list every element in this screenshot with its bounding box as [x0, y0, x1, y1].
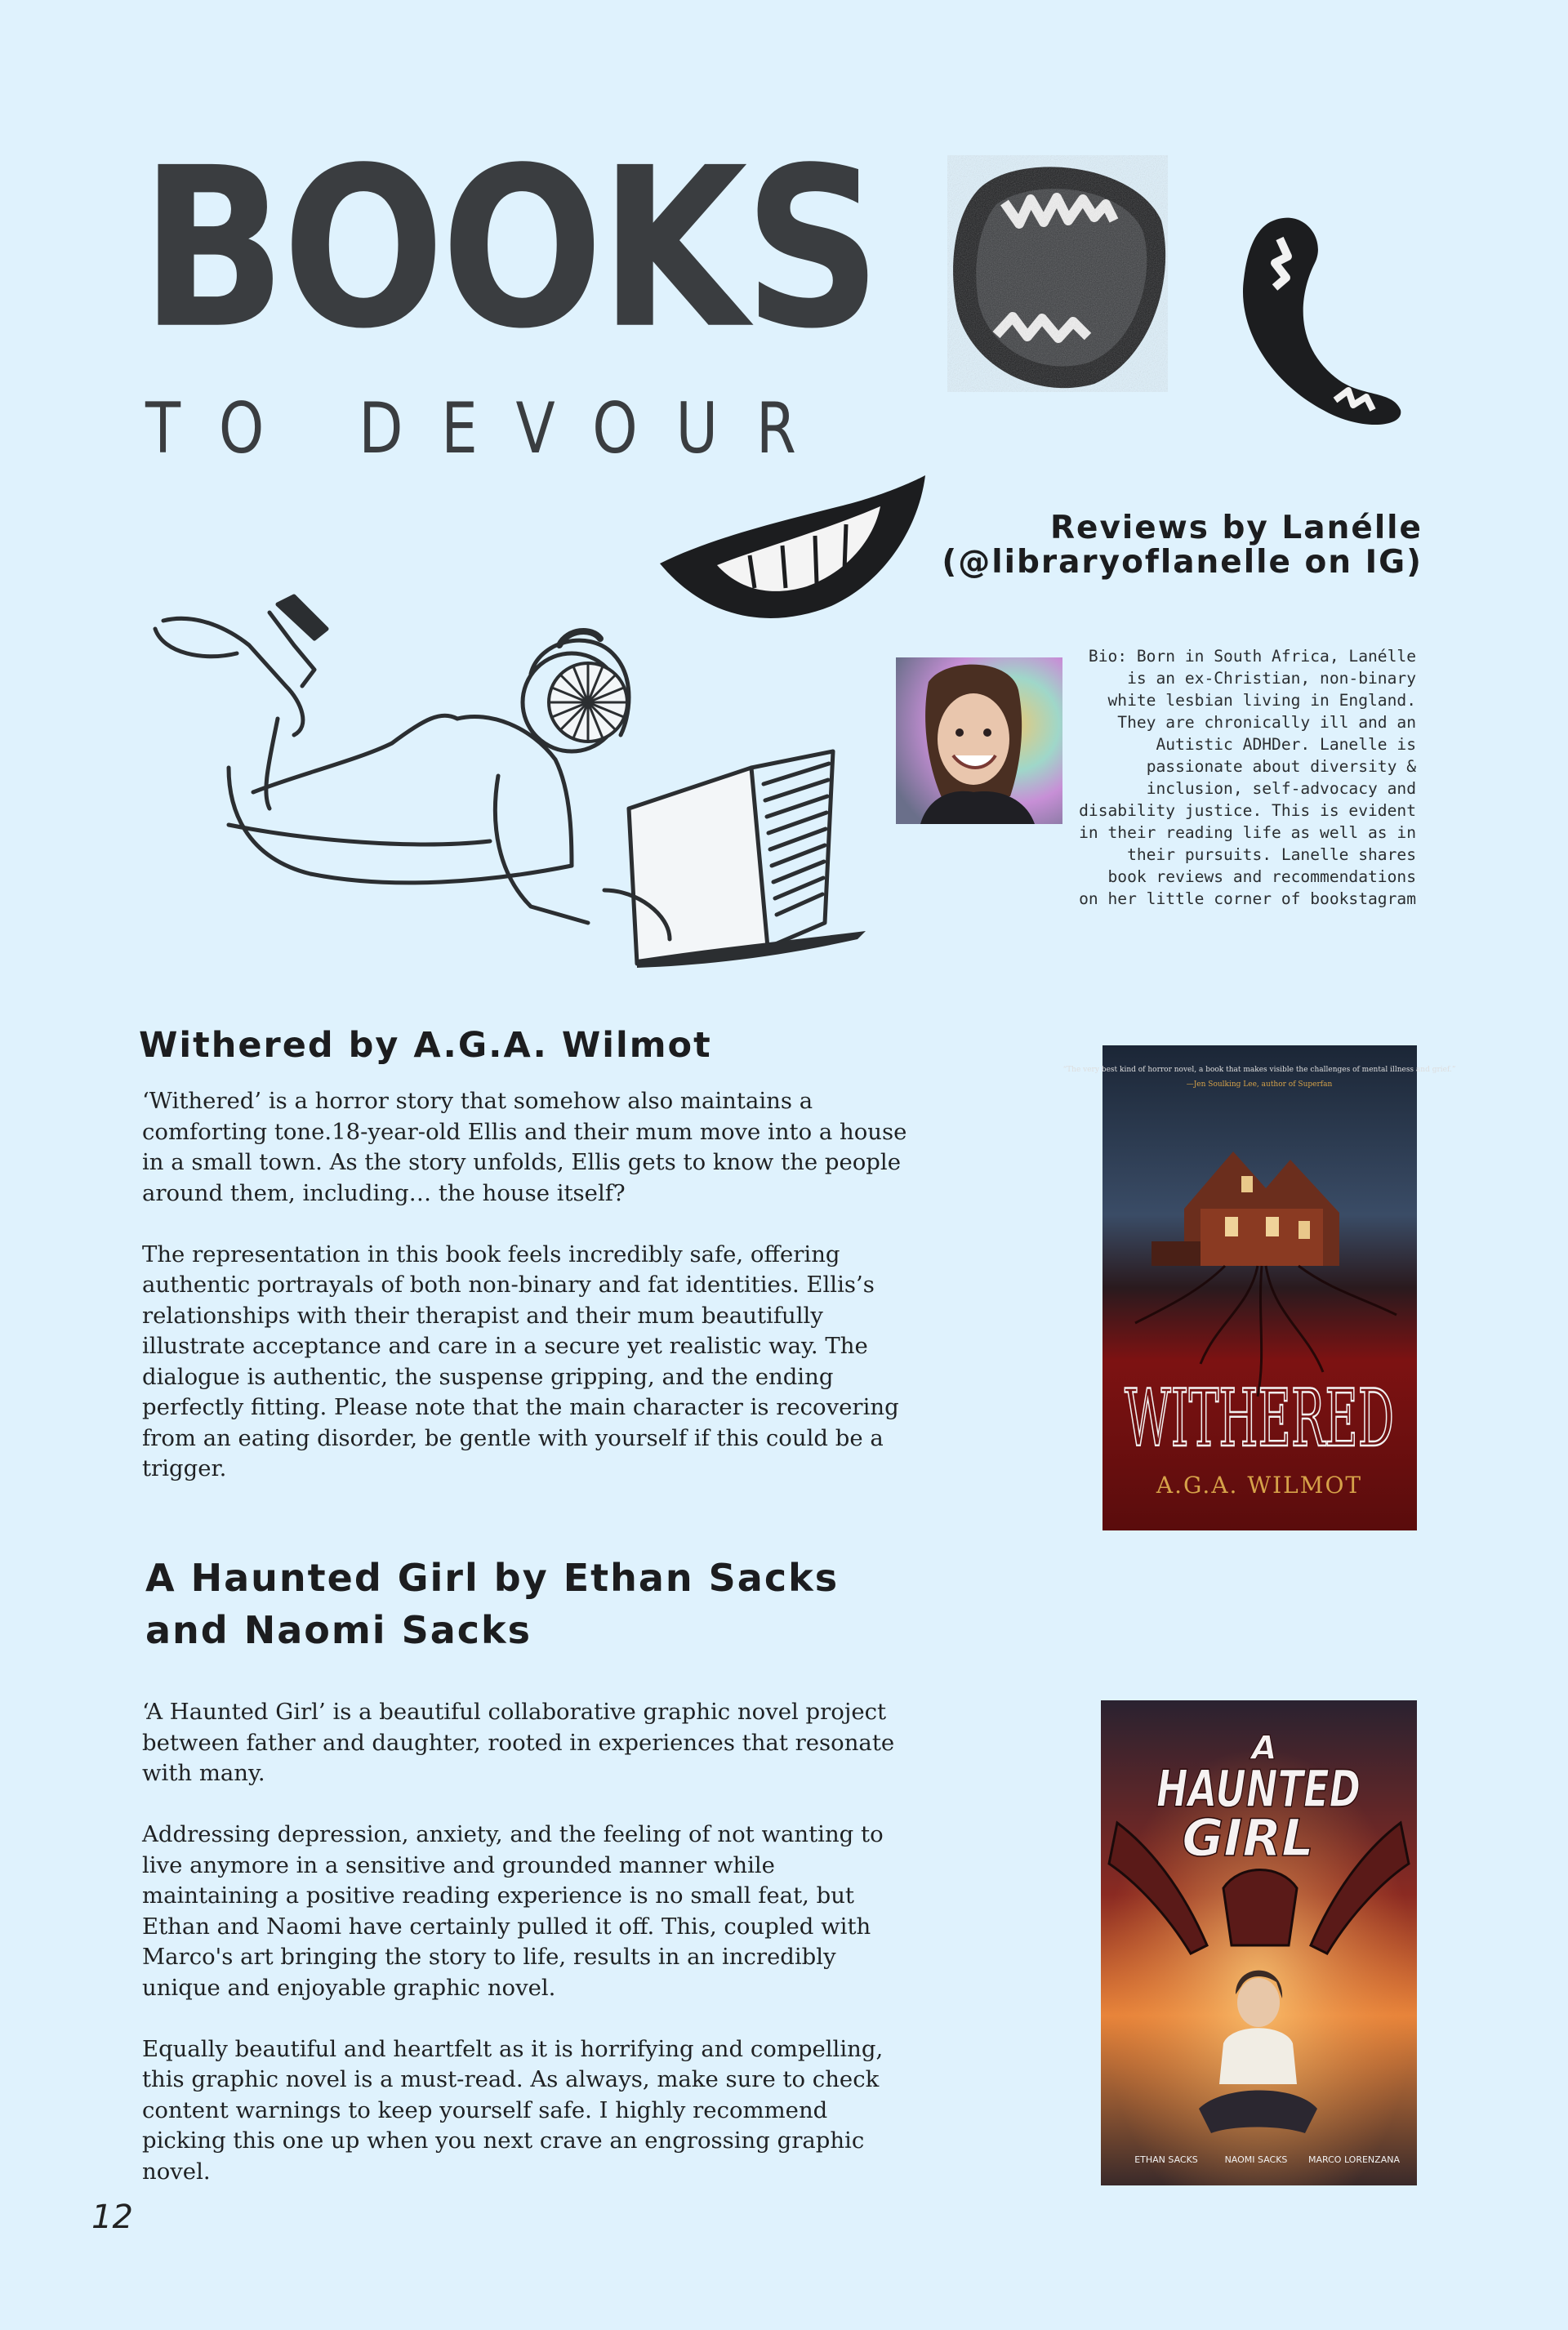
review-title-withered: Withered by A.G.A. Wilmot — [139, 1025, 712, 1066]
cover-title: WITHERED — [1125, 1373, 1394, 1464]
review-paragraph: Equally beautiful and heartfelt as it is horrifying and compelling, this graphic novel is a must-read. As always, make sure to check content warnings to keep yourself safe. I highly recommend picking this one up when you next crave an engrossing graphic novel. — [142, 2035, 884, 2185]
masthead-title: BOOKS — [140, 120, 878, 377]
cover-credit: MARCO LORENZANA — [1308, 2154, 1400, 2165]
reading-girl-illustration — [147, 596, 866, 968]
review-paragraph: ‘A Haunted Girl’ is a beautiful collaborative graphic novel project between father and daughter, rooted in experiences that resonate with many. — [142, 1699, 895, 1786]
side-mouth-icon — [1237, 214, 1405, 428]
cover-title-c: GIRL — [1182, 1808, 1314, 1868]
byline — [851, 511, 1423, 580]
byline-handle: (@libraryoflanelle on IG) — [942, 544, 1423, 581]
review-paragraph: Addressing depression, anxiety, and the feeling of not wanting to live anymore in a sensitive and grounded manner while maintaining a positive reading experience is no small feat, but Ethan and Naomi have certainly pulled it off. This, coupled with Marco's art bringing the story to life, results in an incredibly unique and enjoyable graphic novel. — [142, 1821, 884, 2001]
cover-blurb-credit: —Jen Soulking Lee, author of Superfan — [1186, 1080, 1333, 1089]
cover-blurb: “The very best kind of horror novel, a book that makes visible the challenges of mental illness and grief.” — [1062, 1066, 1456, 1074]
masthead-subtitle: TO DEVOUR — [145, 388, 835, 470]
book-cover-haunted-girl — [1101, 1700, 1417, 2185]
book-cover-withered — [1062, 1045, 1456, 1530]
review-paragraph: ‘Withered’ is a horror story that somehow also maintains a comforting tone.18-year-old Ellis and their mum move into a house in a small town. As the story unfolds, Ellis gets to know the people around them, including… the house itself? — [142, 1088, 907, 1206]
review-body-haunted-girl — [142, 1697, 910, 2218]
review-body-withered — [142, 1086, 910, 1515]
cover-title-a: A — [1251, 1730, 1277, 1767]
byline-name: Reviews by Lanélle — [1049, 510, 1423, 546]
cover-credit: ETHAN SACKS — [1134, 2154, 1198, 2165]
review-paragraph: The representation in this book feels incredibly safe, offering authentic portrayals of both non-binary and fat identities. Ellis’s relationships with their therapist and their mum beautifully illustrate acceptance and care in a secure yet realistic way. The dialogue is authentic, the suspense gripping, and the ending perfectly fitting. Please note that the main character is recovering from an eating disorder, be gentle with yourself if this could be a trigger. — [142, 1241, 899, 1481]
avatar — [896, 657, 1062, 824]
review-title-haunted-girl: A Haunted Girl by Ethan Sacks and Naomi Sacks — [145, 1556, 840, 1652]
cover-credit: NAOMI SACKS — [1224, 2154, 1288, 2165]
page-number: 12 — [91, 2199, 133, 2236]
bio-text: Bio: Born in South Africa, Lanélle is an ex-Christian, non-binary white lesbian living in England. They are chronically ill and an Autistic ADHDer. Lanelle is passionate about diversity & inclusion, self-advocacy and disability justice. This is evident in their reading life as well as in their pursuits. Lanelle shares book reviews and recommendations on her little corner of bookstagram — [1079, 647, 1416, 908]
avatar-photo — [896, 657, 1062, 824]
open-mouth-icon — [947, 155, 1168, 392]
cover-title-b: HAUNTED — [1156, 1759, 1361, 1819]
cover-author: A.G.A. WILMOT — [1156, 1472, 1363, 1499]
